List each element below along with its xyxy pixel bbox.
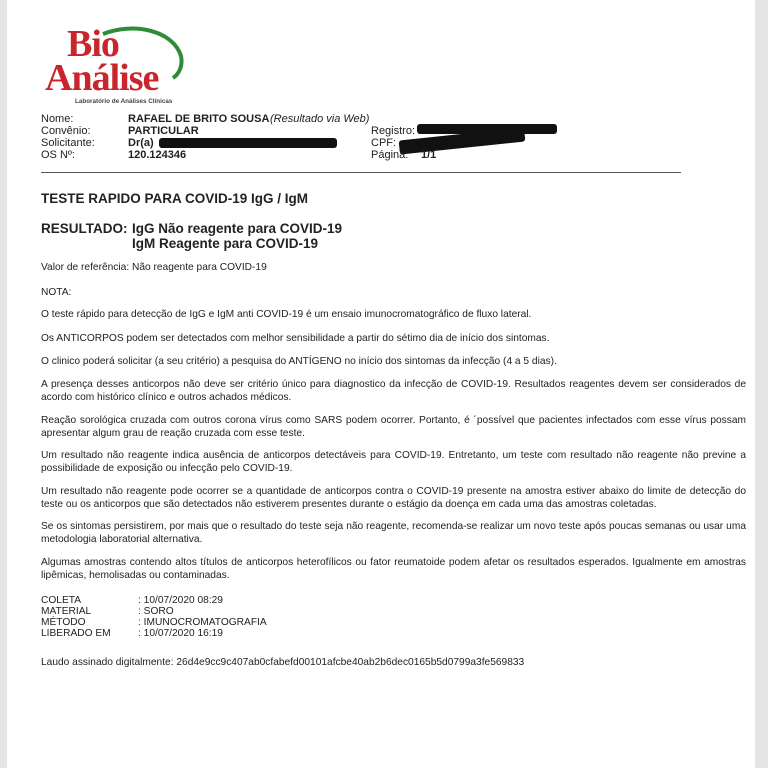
solicitante-value: Dr(a) xyxy=(128,137,154,149)
note-paragraph: Se os sintomas persistirem, por mais que o resultado do teste seja não reagente, recomenda-se realizar um novo teste após poucas semanas ou usar uma metodologia laboratorial alternativa. xyxy=(41,521,746,545)
result-igm: IgM Reagente para COVID-19 xyxy=(132,236,319,251)
pagina-label: Página: xyxy=(371,149,409,161)
note-paragraph: Algumas amostras contendo altos títulos de anticorpos heterofílicos ou fator reumatoide podem afetar os resultados esperados. Igualmente em amostras lipêmicas, hemolisadas ou contaminadas. xyxy=(41,557,746,581)
note-paragraph: Os ANTICORPOS podem ser detectados com melhor sensibilidade a partir do sétimo dia de início dos sintomas. xyxy=(41,333,550,344)
note-paragraph: O clinico poderá solicitar (a seu critério) a pesquisa do ANTÍGENO no início dos sintomas da infecção (4 a 5 dias). xyxy=(41,356,557,367)
header-nome-row xyxy=(41,113,381,125)
solicitante-label: Solicitante: xyxy=(41,137,95,149)
header-convenio-row xyxy=(41,125,341,137)
os-value: 120.124346 xyxy=(128,149,187,161)
note-paragraph: Um resultado não reagente indica ausência de anticorpos detectáveis para COVID-19. Entretanto, um teste com resultado não reagente não previne a possibilidade de exposição ou infecção pelo COVID-19. xyxy=(41,450,746,474)
coleta-row xyxy=(41,596,223,607)
nome-note: (Resultado via Web) xyxy=(270,113,370,125)
header-pagina-row xyxy=(371,149,491,161)
material-label: MATERIAL xyxy=(41,606,92,617)
coleta-label: COLETA xyxy=(41,595,82,606)
nota-label: NOTA: xyxy=(41,287,72,298)
convenio-label: Convênio: xyxy=(41,125,91,137)
nome-value: RAFAEL DE BRITO SOUSA xyxy=(128,113,270,125)
note-paragraph: Um resultado não reagente pode ocorrer se a quantidade de anticorpos contra o COVID-19 presente na amostra estiver abaixo do limite de detecção do teste ou os anticorpos que são detectados não estiverem presentes durante o estágio da doença em cada uma das amostras coletadas. xyxy=(41,486,746,510)
bio-analise-logo xyxy=(45,23,195,108)
header-divider xyxy=(41,172,681,173)
note-paragraph: Reação sorológica cruzada com outros corona vírus como SARS podem ocorrer. Portanto, é ´possível que pacientes infectados com esse vírus possam apresentar algum grau de reação cruzada com esse teste. xyxy=(41,415,746,439)
logo-tagline: Laboratório de Análises Clínicas xyxy=(75,98,173,105)
report-page xyxy=(7,0,755,768)
result-igg: IgG Não reagente para COVID-19 xyxy=(132,221,343,236)
redaction-mark xyxy=(159,138,337,148)
exam-title: TESTE RAPIDO PARA COVID-19 IgG / IgM xyxy=(41,191,309,206)
header-os-row xyxy=(41,149,341,161)
reference-value: Valor de referência: Não reagente para COVID-19 xyxy=(41,262,267,273)
cpf-label: CPF: xyxy=(371,137,397,149)
os-label: OS Nº: xyxy=(41,149,75,161)
result-label: RESULTADO: xyxy=(41,221,128,236)
logo-text-bio: Bio xyxy=(67,23,119,65)
liberado-row xyxy=(41,629,223,640)
note-paragraph: O teste rápido para detecção de IgG e IgM anti COVID-19 é um ensaio imunocromatográfico de fluxo lateral. xyxy=(41,309,532,320)
convenio-value: PARTICULAR xyxy=(128,125,199,137)
digital-signature: Laudo assinado digitalmente: 26d4e9cc9c407ab0cfabefd00101afcbe40ab2b6dec0165b5d0799a3fe569833 xyxy=(41,657,525,668)
metodo-row xyxy=(41,618,267,629)
metodo-value: : IMUNOCROMATOGRAFIA xyxy=(138,617,267,628)
registro-label: Registro: xyxy=(371,125,416,137)
nome-label: Nome: xyxy=(41,113,74,125)
material-value: : SORO xyxy=(138,606,174,617)
coleta-value: : 10/07/2020 08:29 xyxy=(138,595,223,606)
liberado-label: LIBERADO EM xyxy=(41,628,111,639)
pagina-value: 1/1 xyxy=(421,149,437,161)
logo-text-analise: Análise xyxy=(45,57,159,99)
note-paragraph: A presença desses anticorpos não deve ser critério único para diagnostico da infecção de COVID-19. Resultados reagentes devem ser considerados de acordo com histórico clínico e outros achados médicos. xyxy=(41,379,746,403)
liberado-value: : 10/07/2020 16:19 xyxy=(138,628,223,639)
metodo-label: MÉTODO xyxy=(41,617,86,628)
material-row xyxy=(41,607,174,618)
